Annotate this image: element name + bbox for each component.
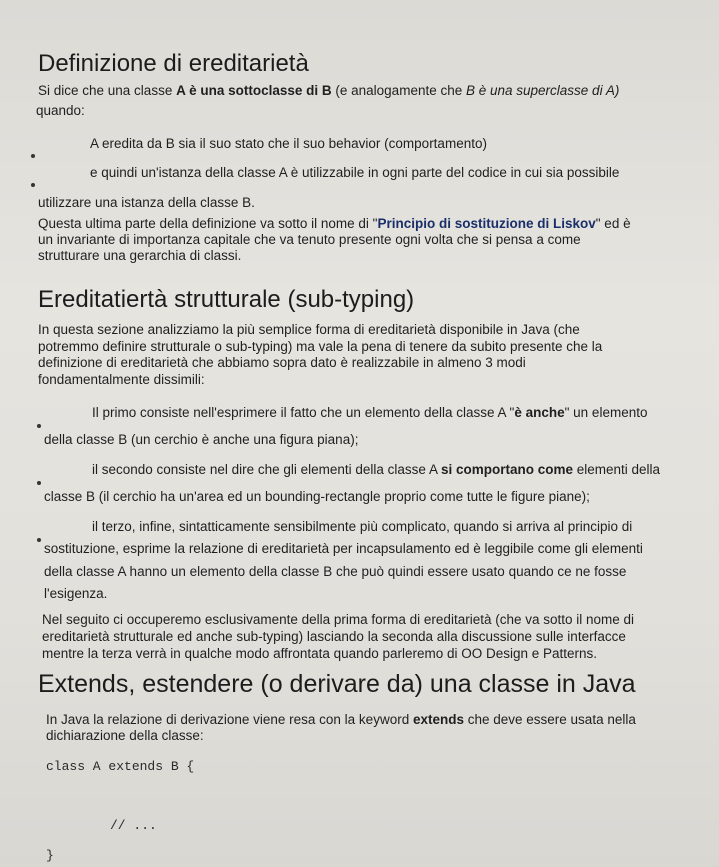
definition-line-1: Si dice che una classe A è una sottoclasse di B (e analogamente che B è una superclasse di A) (38, 83, 620, 98)
section-title-extends: Extends, estendere (o derivare da) una classe in Java (38, 670, 636, 698)
outro-line-3: mentre la terza verrà in qualche modo affrontata quando parleremo di OO Design e Patterns. (42, 646, 598, 661)
intro-line-3: definizione di ereditarietà che abbiamo sopra dato è realizzabile in almeno 3 modi (38, 355, 526, 370)
bullet-icon (31, 154, 35, 158)
code-line-class-declaration: class A extends B { (46, 759, 195, 774)
bullet-text: A eredita da B sia il suo stato che il suo behavior (comportamento) (90, 136, 487, 151)
bullet-text-line-4: l'esigenza. (44, 586, 108, 601)
liskov-line-2: un invariante di importanza capitale che va tenuto presente ogni volta che si pensa a come (38, 232, 581, 247)
bullet-text-line-1: il terzo, infine, sintatticamente sensibilmente più complicato, quando si arriva al principio di (92, 519, 633, 534)
bullet-text-line-1: e quindi un'istanza della classe A è utilizzabile in ogni parte del codice in cui sia possibile (90, 165, 620, 180)
bullet-icon (37, 538, 41, 542)
bullet-text-line-2: classe B (il cerchio ha un'area ed un bounding-rectangle proprio come tutte le figure piane); (44, 489, 590, 504)
liskov-line-3: strutturare una gerarchia di classi. (38, 248, 242, 263)
bullet-text-line-1: Il primo consiste nell'esprimere il fatto che un elemento della classe A "è anche" un elemento (92, 405, 648, 420)
outro-line-1: Nel seguito ci occuperemo esclusivamente della prima forma di ereditarietà (che va sotto il nome di (42, 612, 635, 627)
code-line-closing-brace: } (46, 848, 54, 863)
bullet-text-line-3: della classe A hanno un elemento della classe B che può quindi essere usato quando ce ne fosse (44, 564, 627, 579)
bullet-icon (37, 481, 41, 485)
outro-line-2: ereditarietà strutturale ed anche sub-typing) lasciando la seconda alla discussione sulle interfacce (42, 629, 626, 644)
section-title-ereditarieta-strutturale: Ereditatiertà strutturale (sub-typing) (38, 286, 415, 313)
intro-line-4: fondamentalmente dissimili: (38, 372, 205, 387)
extends-line-1: In Java la relazione di derivazione viene resa con la keyword extends che deve essere usata nella (46, 712, 636, 727)
bullet-text-line-2: sostituzione, esprime la relazione di ereditarietà per incapsulamento ed è leggibile come gli elementi (44, 541, 643, 556)
code-line-comment: // ... (110, 818, 157, 833)
intro-line-1: In questa sezione analizziamo la più semplice forma di ereditarietà disponibile in Java (che (38, 322, 580, 337)
definition-line-2: quando: (36, 103, 85, 118)
bullet-text-line-2: utilizzare una istanza della classe B. (38, 195, 255, 210)
bullet-icon (37, 424, 41, 428)
section-title-definizione: Definizione di ereditarietà (38, 50, 309, 77)
extends-line-2: dichiarazione della classe: (46, 728, 204, 743)
bullet-text-line-1: il secondo consiste nel dire che gli elementi della classe A si comportano come elementi della (92, 462, 661, 477)
bullet-icon (31, 183, 35, 187)
bullet-text-line-2: della classe B (un cerchio è anche una figura piana); (44, 432, 359, 447)
intro-line-2: potremmo definire strutturale o sub-typing) ma vale la pena di tenere da subito presente che la (38, 339, 603, 354)
liskov-line-1: Questa ultima parte della definizione va sotto il nome di "Principio di sostituzione di Liskov" ed è (38, 216, 631, 231)
